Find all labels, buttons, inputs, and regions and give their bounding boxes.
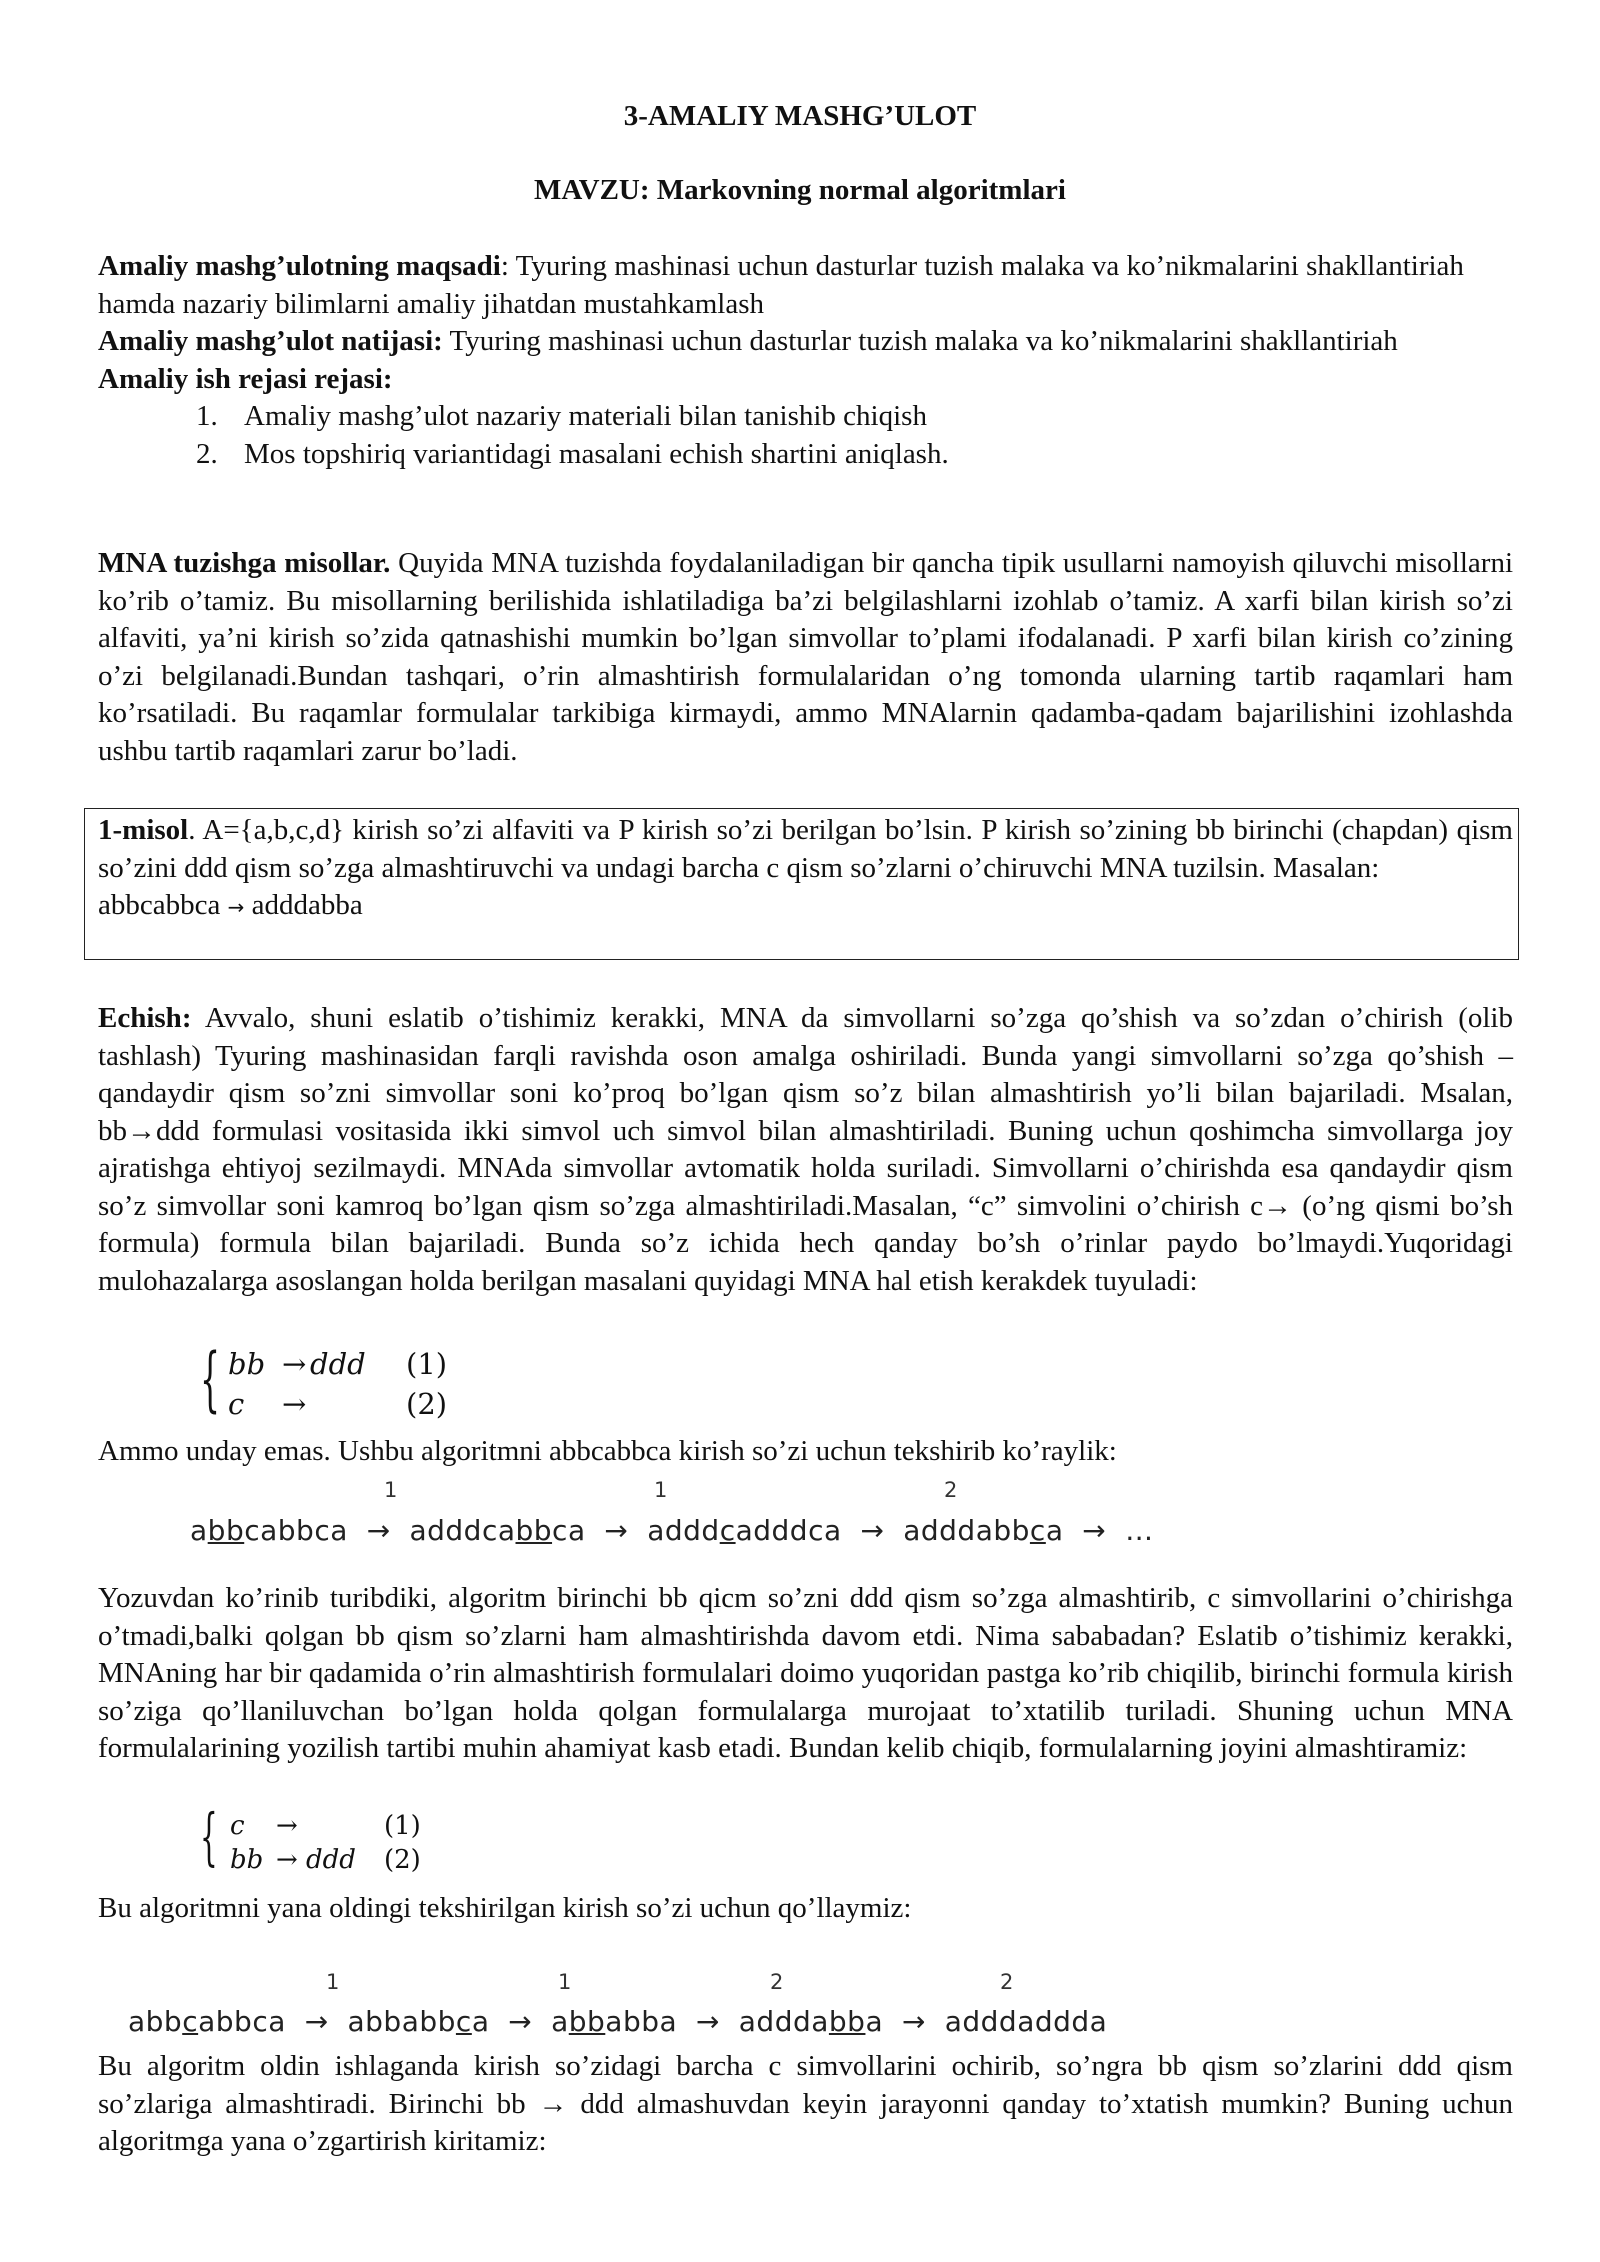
explanation-paragraph: Yozuvdan ko’rinib turibdiki, algoritm birinchi bb qicm so’zni ddd qism so’zga almashtirib, c simvollarini o’chirishga o’tmadi,balki qolgan bb qism so’zlarni ham almashtirishda davom etdi. Nima sababadan? Eslatib o’tishimiz kerakki, MNAning har bir qadamida o’rin almashtirish formulalari doimo yuqoridan pastga ko’rib chiqilib, birinchi formula kirish so’ziga qo’llaniluvchan bo’lgan holda qolgan formulalarga murojaat to’xtatilib turiladi. Shuning uchun MNA formulalarining yozilish tartibi muhin ahamiyat kasb etadi. Bundan kelib chiqib, formulalarning joyini almashtiramiz:	[98, 1582, 1513, 1764]
result-paragraph	[98, 323, 1513, 361]
list-item: 2. Mos topshiriq variantidagi masalani echish shartini aniqlash.	[196, 437, 949, 470]
trace-line: abbcabbca → abbabbca → abbabba → adddabba → adddaddda	[128, 2005, 1108, 2038]
examples-intro: MNA tuzishga misollar. Quyida MNA tuzishda foydalaniladigan bir qancha tipik usullarni namoyish qiluvchi misollarni ko’rib o’tamiz. Bu misollarning berilishida ishlatiladiga ba’zi belgilashlarni izohlab o’tamiz. A xarfi bilan kirish so’zi alfaviti, ya’ni kirish so’zida qatnashishi mumkin bo’lgan simvollar to’plami ifodalanadi. P xarfi bilan kirish co’zining o’zi belgilanadi.Bundan tashqari, o’rin almashtirish formulalaridan o’ng tomonda ularning tartib raqamlari ham ko’rsatiladi. Bu raqamlar formulalar tarkibiga kirmaydi, ammo MNAlarnin qadamba-qadam bajarilishini izohlashda ushbu tartib raqamlari zarur bo’ladi.	[98, 547, 1514, 767]
plan-heading: Amaliy ish rejasi rejasi:	[98, 362, 393, 395]
result-label: Amaliy mashg’ulot natijasi:	[98, 325, 443, 357]
plan-list	[98, 398, 1513, 473]
brace-icon: {	[200, 1800, 218, 1873]
examples-label: MNA tuzishga misollar.	[98, 547, 391, 579]
example-label: 1-misol	[98, 814, 189, 846]
solution-paragraph: Echish: Avvalo, shuni eslatib o’tishimiz kerakki, MNA da simvollarni so’zga qo’shish va so’zdan o’chirish (olib tashlash) Tyuring mashinasidan farqli ravishda oson amalga oshiriladi. Bunda yangi simvollarni so’zga qo’shish – qandaydir qism so’zni simvollar soni ko’proq bo’lgan qism so’z bilan almashtirish yo’li bilan bajariladi. Msalan, bb→ddd formulasi vositasida ikki simvol uch simvol bilan almashtiriladi. Buning uchun qoshimcha simvollarga joy ajratishga ehtiyoj sezilmaydi. MNAda simvollar avtomatik holda suriladi. Simvollarni o’chirishda esa qandaydir qism so’z simvollar soni kamroq bo’lgan qism so’zga almashtiriladi.Masalan, “c” simvolini o’chirish c→ (o’ng qismi bo’sh formula) formula bilan bajariladi. Bunda so’z ichida hech qanday bo’sh o’rinlar paydo bo’lmaydi.Yuqoridagi mulohazalarga asoslangan holda berilgan masalani quyidagi MNA hal etish kerakdek tuyuladi:	[98, 1002, 1513, 1297]
goal-paragraph	[98, 248, 1513, 323]
intro-section	[98, 248, 1513, 473]
goal-text: : Tyuring mashinasi uchun dasturlar tuzish malaka va ko’nikmalarini shakllantiriah hamda nazariy bilimlarni amaliy jihatdan mustahkamlash	[98, 250, 1464, 320]
check-2-text: Bu algoritmni yana oldingi tekshirilgan kirish so’zi uchun qo’llaymiz:	[98, 1892, 912, 1924]
trace-line: abbcabbca → adddcabbca → adddcadddca → adddabbca → …	[190, 1514, 1154, 1547]
brace-icon: {	[200, 1338, 221, 1420]
result-text: Tyuring mashinasi uchun dasturlar tuzish malaka va ko’nikmalarini shakllantiriah	[442, 325, 1398, 357]
final-paragraph: Bu algoritm oldin ishlaganda kirish so’zidagi barcha c simvollarini ochirib, so’ngra bb qism so’zlarini ddd qism so’zlariga almashtiradi. Birinchi bb → ddd almashuvdan keyin jarayonni qanday to’xtatish mumkin? Buning uchun algoritmga yana o’zgartirish kiritamiz:	[98, 2050, 1513, 2157]
document-page: 3-AMALIY MASHG’ULOT MAVZU: Markovning normal algoritmlari Amaliy mashg’ulotning maqsadi: Tyuring mashinasi uchun dasturlar tuzish malaka va ko’nikmalarini shakllantiriah hamda nazariy bilimlarni amaliy jihatdan mustahkamlash Amaliy mashg’ulot natijasi: Tyuring mashinasi uchun dasturlar tuzish malaka va ko’nikmalarini shakllantiriah Amaliy ish rejasi rejasi: 1. Amaliy mashg’ulot nazariy materiali bilan tanishib chiqish 2. Mos topshiriq variantidagi masalani echish shartini aniqlash. MNA tuzishga misollar. Quyida MNA tuzishda foydalaniladigan bir qancha tipik usullarni namoyish qiluvchi misollarni ko’rib o’tamiz. Bu misollarning berilishida ishlatiladiga ba’zi belgilashlarni izohlab o’tamiz. A xarfi bilan kirish so’zi alfaviti, ya’ni kirish so’zida qatnashishi mumkin bo’lgan simvollar to’plami ifodalanadi. P xarfi bilan kirish co’zining o’zi belgilanadi.Bundan tashqari, o’rin almashtirish formulalaridan o’ng tomonda ularning tartib raqamlari ham ko’rsatiladi. Bu raqamlar formulalar tarkibiga kirmaydi, ammo MNAlarnin qadamba-qadam bajarilishini izohlashda ushbu tartib raqamlari zarur bo’ladi. 1-misol. A={a,b,c,d} kirish so’zi alfaviti va P kirish so’zi berilgan bo’lsin. P kirish so’zining bb birinchi (chapdan) qism so’zini ddd qism so’zga almashtiruvchi va undagi barcha c qism so’zlarni o’chiruvchi MNA tuzilsin. Masalan: abbcabbca → adddabba Echish: Avvalo, shuni eslatib o’tishimiz kerakki, MNA da simvollarni so’zga qo’shish va so’zdan o’chirish (olib tashlash) Tyuring mashinasidan farqli ravishda oson amalga oshiriladi. Bunda yangi simvollarni so’zga qo’shish – qandaydir qism so’zni simvollar soni ko’proq bo’lgan qism so’z bilan almashtirish yo’li bilan bajariladi. Msalan, bb→ddd formulasi vositasida ikki simvol uch simvol bilan almashtiriladi. Buning uchun qoshimcha simvollarga joy ajratishga ehtiyoj sezilmaydi. MNAda simvollar avtomatik holda suriladi. Simvollarni o’chirishda esa qandaydir qism so’z simvollar soni kamroq bo’lgan qism so’zga almashtiriladi.Masalan, “c” simvolini o’chirish c→ (o’ng qismi bo’sh formula) formula bilan bajariladi. Bunda so’z ichida hech qanday bo’sh o’rinlar paydo bo’lmaydi.Yuqoridagi mulohazalarga asoslangan holda berilgan masalani quyidagi MNA hal etish kerakdek tuyuladi: { bb → ddd (1) c → (2) Ammo unday emas. Ushbu algoritmni abbcabbca kirish so’zi uchun tekshirib ko’raylik: 1 1 2 abbcabbca → adddcabbca → adddcadddca → adddabbca → … Yozuvdan ko’rinib turibdiki, algoritm birinchi bb qicm so’zni ddd qism so’zga almashtirib, c simvollarini o’chirishga o’tmadi,balki qolgan bb qism so’zlarni ham almashtirishda davom etdi. Nima sababadan? Eslatib o’tishimiz kerakki, MNAning har bir qadamida o’rin almashtirish formulalari doimo yuqoridan pastga ko’rib chiqilib, birinchi formula kirish so’ziga qo’llaniluvchan bo’lgan holda qolgan formulalarga murojaat to’xtatilib turiladi. Shuning uchun MNA formulalarining yozilish tartibi muhin ahamiyat kasb etadi. Bundan kelib chiqib, formulalarning joyini almashtiramiz: { c → (1) bb → ddd (2) Bu algoritmni yana oldingi tekshirilgan kirish so’zi uchun qo’llaymiz: 1 1 2 2 abbcabbca → abbabbca → abbabba → adddabba → adddaddda Bu algoritm oldin ishlaganda kirish so’zidagi barcha c simvollarini ochirib, so’ngra bb qism so’zlarini ddd qism so’zlariga almashtiradi. Birinchi bb → ddd almashuvdan keyin jarayonni qanday to’xtatish mumkin? Buning uchun algoritmga yana o’zgartirish kiritamiz:	[0, 0, 1600, 2262]
check-1-text: Ammo unday emas. Ushbu algoritmni abbcabbca kirish so’zi uchun tekshirib ko’raylik:	[98, 1435, 1117, 1467]
page-subtitle: MAVZU: Markovning normal algoritmlari	[534, 174, 1066, 206]
page-title: 3-AMALIY MASHG’ULOT	[623, 100, 977, 132]
solution-label: Echish:	[98, 1002, 192, 1034]
example-1: 1-misol. A={a,b,c,d} kirish so’zi alfaviti va P kirish so’zi berilgan bo’lsin. P kirish so’zining bb birinchi (chapdan) qism so’zini ddd qism so’zga almashtiruvchi va undagi barcha c qism so’zlarni o’chiruvchi MNA tuzilsin. Masalan: abbcabbca → adddabba	[98, 812, 1513, 927]
list-item: 1. Amaliy mashg’ulot nazariy materiali bilan tanishib chiqish	[196, 400, 927, 432]
example-sample: abbcabbca → adddabba	[98, 889, 363, 921]
goal-label: Amaliy mashg’ulotning maqsadi	[98, 250, 501, 282]
